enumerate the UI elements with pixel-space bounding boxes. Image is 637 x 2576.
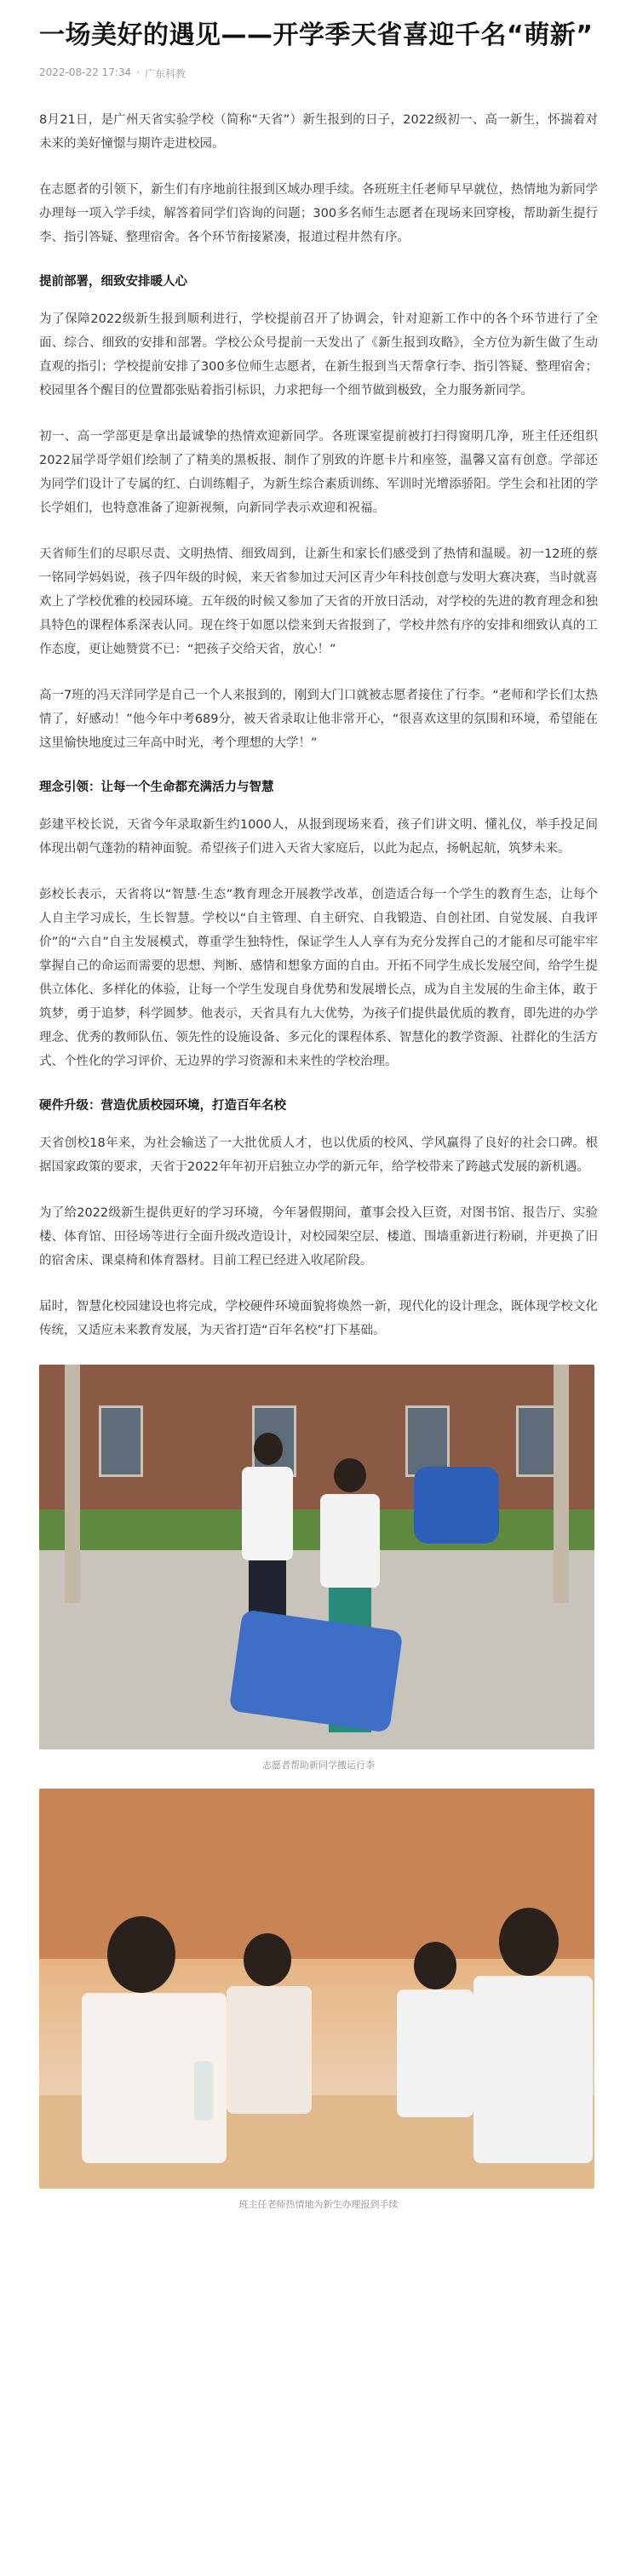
section-heading-hardware: 硬件升级：营造优质校园环境，打造百年名校 [39, 1099, 286, 1113]
paragraph-5: 天省师生们的尽职尽责、文明热情、细致周到，让新生和家长们感受到了热情和温暖。初一12班的蔡一铭同学妈妈说，孩子四年级的时候，来天省参加过天河区青少年科技创意与发明大赛决赛，当时就喜欢上了学校优雅的校园环境。五年级的时候又参加了天省的开放日活动，对学校的先进的教育理念和独具特色的课程体系深表认同。现在终于如愿以偿来到天省报到了，学校井然有序的安排和细致认真的工作态度，更让她赞赏不已：“把孩子交给天省，放心！” [39, 547, 598, 656]
photo-volunteers-carrying-luggage[interactable] [39, 1365, 594, 1749]
figure-1 [39, 1365, 598, 1772]
photo-teachers-registering-students[interactable] [39, 1789, 594, 2189]
article-meta [39, 66, 598, 81]
paragraph-7: 彭建平校长说，天省今年录取新生约1000人，从报到现场来看，孩子们讲文明、懂礼仪，举手投足间体现出朝气蓬勃的精神面貌。希望孩子们进入天省大家庭后，以此为起点，扬帆起航，筑梦未来。 [39, 818, 598, 856]
photo-water-bottle [194, 2061, 213, 2121]
photo-pillar [65, 1365, 80, 1603]
photo-window [99, 1405, 143, 1477]
section-heading-philosophy: 理念引领：让每一个生命都充满活力与智慧 [39, 781, 274, 794]
photo-pillar [554, 1365, 569, 1603]
paragraph-1: 8月21日，是广州天省实验学校（简称“天省”）新生报到的日子，2022级初一、高一新生，怀揣着对未来的美好憧憬与期许走进校园。 [39, 113, 598, 151]
photo-teacher [218, 1933, 320, 2155]
paragraph-8: 彭校长表示，天省将以“智慧·生态”教育理念开展教学改革，创造适合每一个学生的教育生态，让每个人自主学习成长，生长智慧。学校以“自主管理、自主研究、自我锻造、自创社团、自觉发展、自我评价”的“六自”自主发展模式，尊重学生独特性，保证学生人人享有为充分发挥自己的才能和尽可能牢牢掌握自己的命运而需要的思想、判断、感情和想象方面的自由。开拓不同学生成长发展空间，给学生提供立体化、多样化的体验，让每一个学生发现自身优势和发展增长点，成为自主发展的生命主体，敢于筑梦，勇于追梦，科学圆梦。他表示，天省具有九大优势，为孩子们提供最优质的教育，即先进的办学理念、优秀的教师队伍、领先性的设施设备、多元化的课程体系、智慧化的教学资源、社群化的生活方式、个性化的学习评价、无边界的学习资源和未来性的学校治理。 [39, 888, 598, 1068]
paragraph-11: 届时，智慧化校园建设也将完成，学校硬件环境面貌将焕然一新，现代化的设计理念，既体现学校文化传统，又适应未来教育发展，为天省打造“百年名校”打下基础。 [39, 1300, 598, 1337]
photo-student [465, 1908, 594, 2189]
section-heading-preparation: 提前部署，细致安排暖人心 [39, 275, 187, 289]
paragraph-2: 在志愿者的引领下，新生们有序地前往报到区域办理手续。各班班主任老师早早就位，热情地为新同学办理每一项入学手续，解答着同学们咨询的问题；300多名师生志愿者在现场来回穿梭，帮助新生提行李、指引答疑、整理宿舍。各个环节衔接紧凑，报道过程井然有序。 [39, 183, 598, 244]
photo-teacher [73, 1916, 235, 2189]
article-source[interactable]: 广东科教 [144, 68, 186, 80]
paragraph-6: 高一7班的冯天洋同学是自己一个人来报到的，刚到大门口就被志愿者接住了行李。“老师和学长们太热情了，好感动！”他今年中考689分，被天省录取让他非常开心，“很喜欢这里的氛围和环境，希望能在这里愉快地度过三年高中时光，考个理想的大学！” [39, 689, 598, 750]
figure-2-caption: 班主任老师热情地为新生办理报到手续 [238, 2199, 399, 2210]
photo-backpack [414, 1467, 499, 1543]
paragraph-9: 天省创校18年来，为社会输送了一大批优质人才，也以优质的校风、学风赢得了良好的社会口碑。根据国家政策的要求，天省于2022年年初开启独立办学的新元年，给学校带来了跨越式发展的新机遇。 [39, 1136, 598, 1174]
article-title: 一场美好的遇见——开学季天省喜迎千名“萌新” [39, 20, 594, 50]
paragraph-4: 初一、高一学部更是拿出最诚挚的热情欢迎新同学。各班课室提前被打扫得窗明几净，班主任还组织2022届学哥学姐们绘制了了精美的黑板报、制作了别致的许愿卡片和座签，温馨又富有创意。学部还为同学们设计了专属的红、白训练帽子，为新生综合素质训练、军训时光增添骄阳。学生会和社团的学长学姐们，也特意准备了迎新视频，向新同学表示欢迎和祝福。 [39, 430, 598, 515]
meta-separator: · [136, 66, 140, 78]
paragraph-10: 为了给2022级新生提供更好的学习环境，今年暑假期间，董事会投入巨资，对图书馆、报告厅、实验楼、体育馆、田径场等进行全面升级改造设计，对校园架空层、楼道、围墙重新进行粉刷，并更换了旧的宿舍床、课桌椅和体育器材。目前工程已经进入收尾阶段。 [39, 1206, 598, 1268]
figure-1-caption: 志愿者帮助新同学搬运行李 [262, 1760, 375, 1771]
paragraph-3: 为了保障2022级新生报到顺利进行，学校提前召开了协调会，针对迎新工作中的各个环节进行了全面、综合、细致的安排和部署。学校公众号提前一天发出了《新生报到攻略》，全方位为新生做了生动直观的指引；学校提前安排了300多位师生志愿者，在新生报到当天帮拿行李、指引答疑、整理宿舍；校园里各个醒目的位置都张贴着指引标识，力求把每一个细节做到极致，全力服务新同学。 [39, 312, 598, 398]
figure-2 [39, 1789, 598, 2211]
publish-date: 2022-08-22 17:34 [39, 66, 132, 78]
